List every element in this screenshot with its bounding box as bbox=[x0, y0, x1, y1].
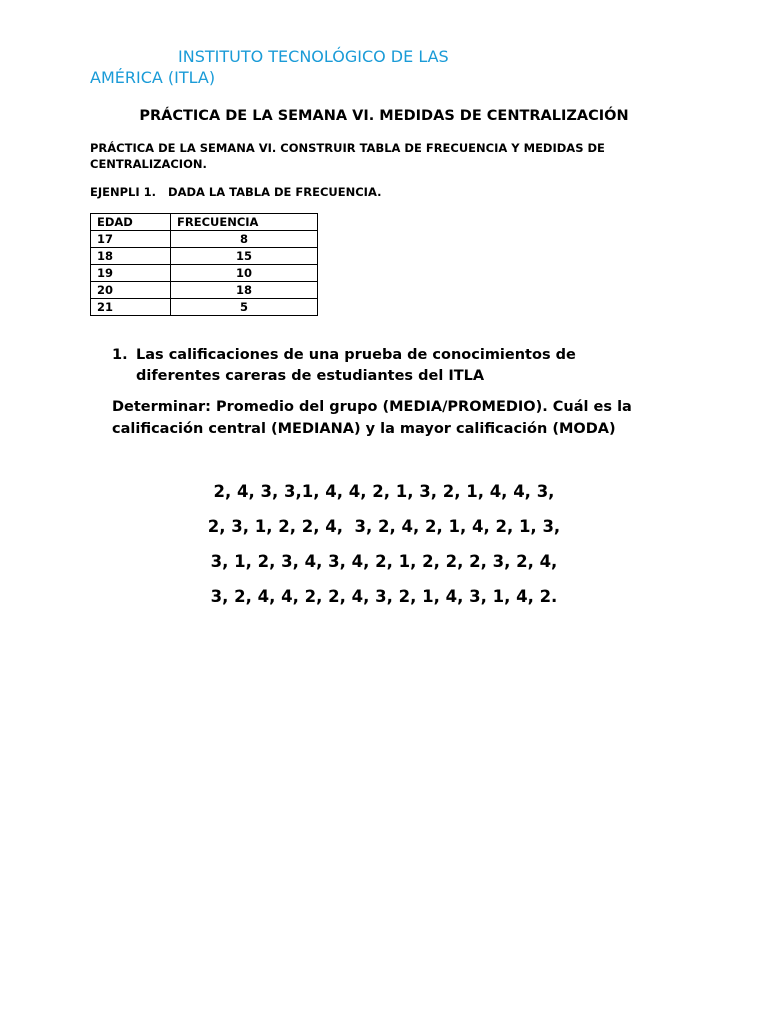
edad-cell: 21 bbox=[91, 299, 171, 316]
frecuencia-cell: 5 bbox=[171, 299, 318, 316]
data-values-block bbox=[0, 480, 768, 620]
question-text: Las calificaciones de una prueba de conocimientos de diferentes careras de estudiantes del ITLA bbox=[136, 347, 576, 384]
instruction-paragraph: Determinar: Promedio del grupo (MEDIA/PROMEDIO). Cuál es la calificación central (MEDIANA) y la mayor calificación (MODA) bbox=[112, 399, 632, 437]
table-row bbox=[91, 248, 318, 265]
practice-subtitle: PRÁCTICA DE LA SEMANA VI. CONSTRUIR TABLA DE FRECUENCIA Y MEDIDAS DE CENTRALIZACION. bbox=[90, 141, 605, 171]
example-label: EJENPLI 1. DADA LA TABLA DE FRECUENCIA. bbox=[90, 185, 382, 199]
column-header-edad: EDAD bbox=[91, 214, 171, 231]
edad-cell: 20 bbox=[91, 282, 171, 299]
column-header-frecuencia: FRECUENCIA bbox=[171, 214, 318, 231]
institute-title: INSTITUTO TECNOLÓGICO DE LAS AMÉRICA (ITLA) bbox=[90, 47, 449, 87]
edad-cell: 19 bbox=[91, 265, 171, 282]
table-row bbox=[91, 282, 318, 299]
edad-cell: 18 bbox=[91, 248, 171, 265]
practice-title: PRÁCTICA DE LA SEMANA VI. MEDIDAS DE CENTRALIZACIÓN bbox=[139, 108, 629, 124]
table-row bbox=[91, 265, 318, 282]
frecuencia-cell: 10 bbox=[171, 265, 318, 282]
question-item bbox=[112, 345, 602, 387]
table-row bbox=[91, 231, 318, 248]
frecuencia-cell: 15 bbox=[171, 248, 318, 265]
table-row bbox=[91, 299, 318, 316]
data-values-line: 2, 4, 3, 3,1, 4, 4, 2, 1, 3, 2, 1, 4, 4, 3, bbox=[213, 482, 555, 501]
data-values-line: 3, 2, 4, 4, 2, 2, 4, 3, 2, 1, 4, 3, 1, 4, 2. bbox=[210, 587, 558, 606]
data-values-line: 3, 1, 2, 3, 4, 3, 4, 2, 1, 2, 2, 2, 3, 2, 4, bbox=[210, 552, 558, 571]
frecuencia-cell: 8 bbox=[171, 231, 318, 248]
edad-cell: 17 bbox=[91, 231, 171, 248]
data-values-line: 2, 3, 1, 2, 2, 4, 3, 2, 4, 2, 1, 4, 2, 1, 3, bbox=[207, 517, 561, 536]
frecuencia-cell: 18 bbox=[171, 282, 318, 299]
frequency-table bbox=[90, 213, 318, 316]
table-header-row bbox=[91, 214, 318, 231]
question-number: 1. bbox=[112, 347, 128, 363]
